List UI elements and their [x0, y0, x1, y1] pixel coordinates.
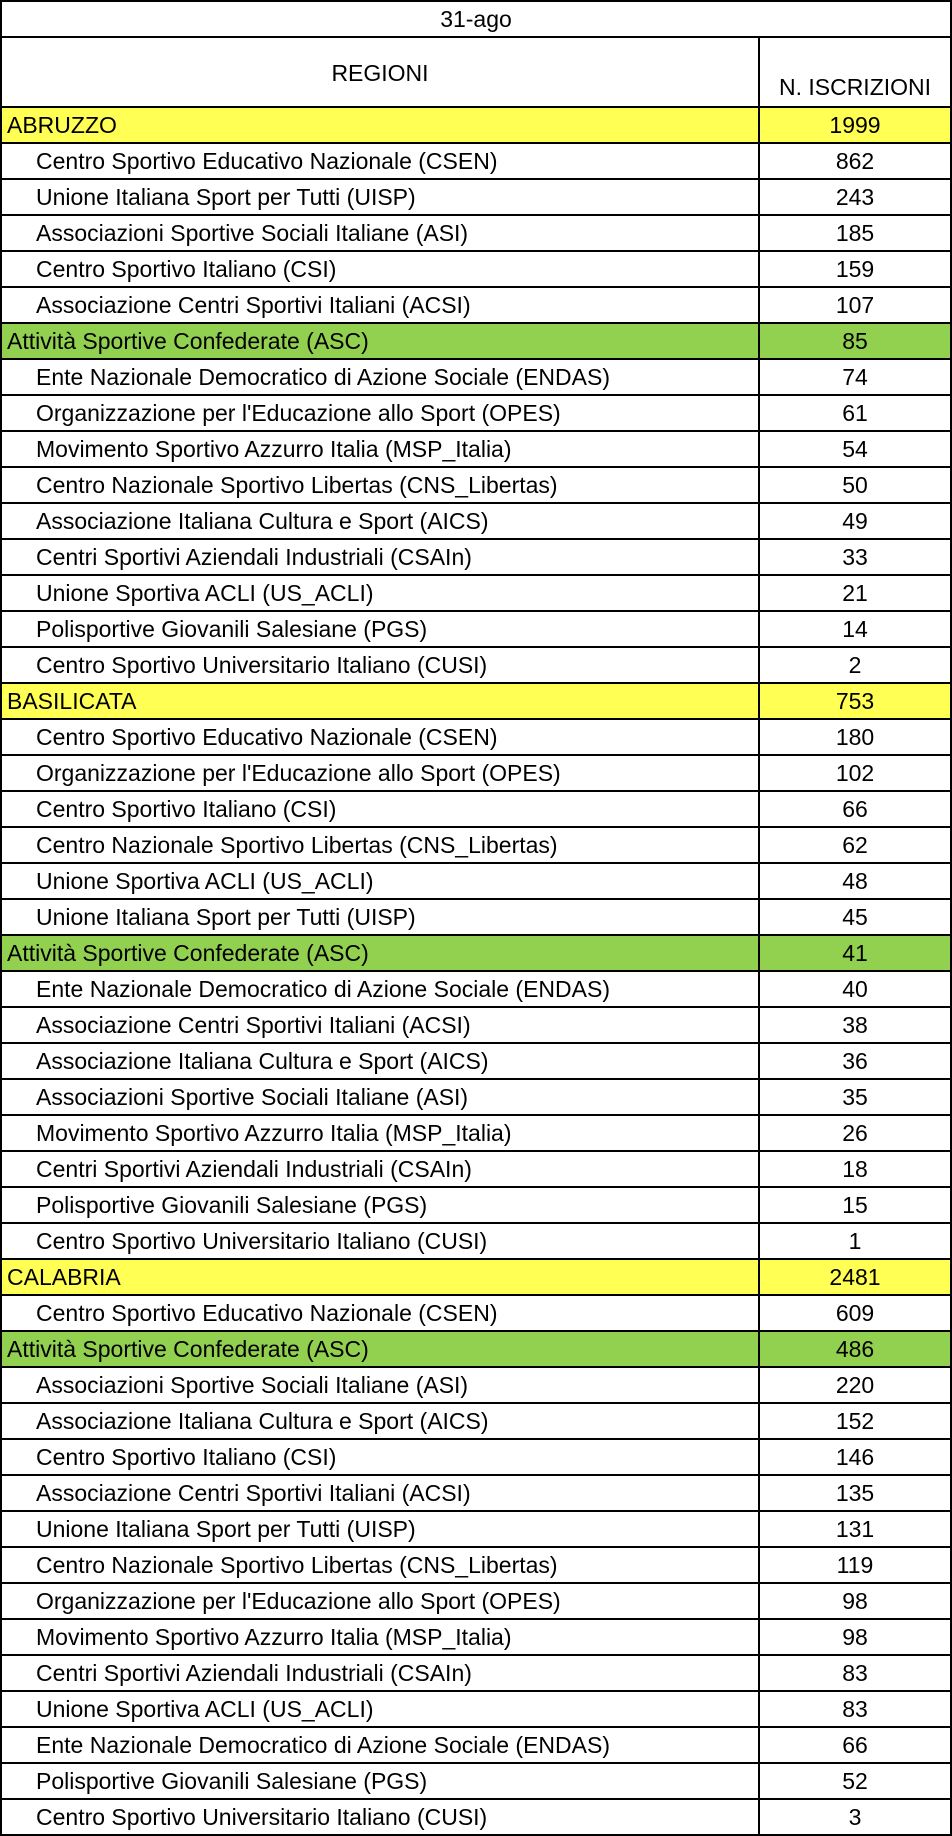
- organization-name[interactable]: Associazione Centri Sportivi Italiani (ACSI): [0, 1476, 760, 1510]
- organization-name[interactable]: Centro Sportivo Educativo Nazionale (CSEN): [0, 720, 760, 754]
- registration-count[interactable]: 85: [760, 324, 952, 358]
- table-row: [0, 1512, 952, 1548]
- registration-count[interactable]: 486: [760, 1332, 952, 1366]
- registration-count[interactable]: 2: [760, 648, 952, 682]
- registration-count[interactable]: 159: [760, 252, 952, 286]
- table-row: [0, 1296, 952, 1332]
- registration-count[interactable]: 98: [760, 1584, 952, 1618]
- registration-count[interactable]: 243: [760, 180, 952, 214]
- registration-count[interactable]: 50: [760, 468, 952, 502]
- organization-name[interactable]: Centro Sportivo Universitario Italiano (CUSI): [0, 648, 760, 682]
- registration-count[interactable]: 61: [760, 396, 952, 430]
- organization-name[interactable]: Centro Sportivo Educativo Nazionale (CSEN): [0, 1296, 760, 1330]
- organization-name[interactable]: Unione Sportiva ACLI (US_ACLI): [0, 864, 760, 898]
- registration-count[interactable]: 119: [760, 1548, 952, 1582]
- organization-name[interactable]: Attività Sportive Confederate (ASC): [0, 324, 760, 358]
- table-row: [0, 504, 952, 540]
- table-row: [0, 1620, 952, 1656]
- table-row: [0, 144, 952, 180]
- registration-count[interactable]: 48: [760, 864, 952, 898]
- table-row: [0, 1008, 952, 1044]
- registration-count[interactable]: 35: [760, 1080, 952, 1114]
- table-row: [0, 396, 952, 432]
- registration-count[interactable]: 41: [760, 936, 952, 970]
- region-name[interactable]: BASILICATA: [0, 684, 760, 718]
- table-row: [0, 612, 952, 648]
- registration-count[interactable]: 609: [760, 1296, 952, 1330]
- organization-name[interactable]: Associazione Italiana Cultura e Sport (AICS): [0, 1404, 760, 1438]
- organization-name[interactable]: Centro Nazionale Sportivo Libertas (CNS_Libertas): [0, 468, 760, 502]
- registration-count[interactable]: 52: [760, 1764, 952, 1798]
- registration-count[interactable]: 45: [760, 900, 952, 934]
- organization-name[interactable]: Attività Sportive Confederate (ASC): [0, 936, 760, 970]
- registration-count[interactable]: 49: [760, 504, 952, 538]
- registration-count[interactable]: 36: [760, 1044, 952, 1078]
- organization-name[interactable]: Associazione Centri Sportivi Italiani (ACSI): [0, 288, 760, 322]
- organization-name[interactable]: Associazioni Sportive Sociali Italiane (ASI): [0, 216, 760, 250]
- registration-count[interactable]: 220: [760, 1368, 952, 1402]
- organization-name[interactable]: Associazione Italiana Cultura e Sport (AICS): [0, 504, 760, 538]
- organization-name[interactable]: Attività Sportive Confederate (ASC): [0, 1332, 760, 1366]
- table-row: [0, 1116, 952, 1152]
- table-row: [0, 1224, 952, 1260]
- table-row: [0, 1728, 952, 1764]
- table-row: [0, 576, 952, 612]
- organization-name[interactable]: Unione Sportiva ACLI (US_ACLI): [0, 576, 760, 610]
- table-row: [0, 360, 952, 396]
- table-row: [0, 1800, 952, 1836]
- organization-name[interactable]: Polisportive Giovanili Salesiane (PGS): [0, 612, 760, 646]
- organization-name[interactable]: Movimento Sportivo Azzurro Italia (MSP_Italia): [0, 1116, 760, 1150]
- table-row: [0, 252, 952, 288]
- table-row: [0, 432, 952, 468]
- registration-count[interactable]: 180: [760, 720, 952, 754]
- region-name[interactable]: ABRUZZO: [0, 108, 760, 142]
- organization-name[interactable]: Associazioni Sportive Sociali Italiane (ASI): [0, 1368, 760, 1402]
- organization-name[interactable]: Associazioni Sportive Sociali Italiane (ASI): [0, 1080, 760, 1114]
- organization-name[interactable]: Centro Nazionale Sportivo Libertas (CNS_Libertas): [0, 1548, 760, 1582]
- table-row: [0, 288, 952, 324]
- registration-count[interactable]: 152: [760, 1404, 952, 1438]
- registration-count[interactable]: 38: [760, 1008, 952, 1042]
- registration-count[interactable]: 62: [760, 828, 952, 862]
- registration-count[interactable]: 18: [760, 1152, 952, 1186]
- table-row: [0, 720, 952, 756]
- table-row: [0, 648, 952, 684]
- table-row: [0, 1440, 952, 1476]
- organization-name[interactable]: Movimento Sportivo Azzurro Italia (MSP_Italia): [0, 1620, 760, 1654]
- table-row: [0, 180, 952, 216]
- table-row: [0, 324, 952, 360]
- table-row: [0, 1692, 952, 1728]
- registration-count[interactable]: 83: [760, 1692, 952, 1726]
- table-row: [0, 1152, 952, 1188]
- registration-count[interactable]: 3: [760, 1800, 952, 1834]
- registration-count[interactable]: 66: [760, 792, 952, 826]
- table-row: [0, 1476, 952, 1512]
- organization-name[interactable]: Organizzazione per l'Educazione allo Sport (OPES): [0, 1584, 760, 1618]
- organization-name[interactable]: Organizzazione per l'Educazione allo Sport (OPES): [0, 396, 760, 430]
- organization-name[interactable]: Unione Sportiva ACLI (US_ACLI): [0, 1692, 760, 1726]
- table-row: [0, 756, 952, 792]
- registration-count[interactable]: 26: [760, 1116, 952, 1150]
- organization-name[interactable]: Centro Sportivo Universitario Italiano (CUSI): [0, 1800, 760, 1834]
- date-cell[interactable]: 31-ago: [0, 2, 952, 36]
- date-row: [0, 0, 952, 38]
- registration-count[interactable]: 15: [760, 1188, 952, 1222]
- registration-count[interactable]: 185: [760, 216, 952, 250]
- registration-count[interactable]: 102: [760, 756, 952, 790]
- organization-name[interactable]: Ente Nazionale Democratico di Azione Sociale (ENDAS): [0, 360, 760, 394]
- organization-name[interactable]: Unione Italiana Sport per Tutti (UISP): [0, 900, 760, 934]
- organization-name[interactable]: Centro Sportivo Italiano (CSI): [0, 252, 760, 286]
- table-row: [0, 1764, 952, 1800]
- table-row: [0, 468, 952, 504]
- registration-count[interactable]: 74: [760, 360, 952, 394]
- organization-name[interactable]: Centro Nazionale Sportivo Libertas (CNS_Libertas): [0, 828, 760, 862]
- registration-count[interactable]: 131: [760, 1512, 952, 1546]
- table-row: [0, 216, 952, 252]
- organization-name[interactable]: Polisportive Giovanili Salesiane (PGS): [0, 1188, 760, 1222]
- organization-name[interactable]: Centro Sportivo Educativo Nazionale (CSEN): [0, 144, 760, 178]
- table-row: [0, 864, 952, 900]
- organization-name[interactable]: Unione Italiana Sport per Tutti (UISP): [0, 1512, 760, 1546]
- table-row: [0, 936, 952, 972]
- table-row: [0, 540, 952, 576]
- header-row: [0, 38, 952, 108]
- registration-count[interactable]: 14: [760, 612, 952, 646]
- registration-count[interactable]: 54: [760, 432, 952, 466]
- table-row: [0, 1584, 952, 1620]
- table-body: [0, 108, 952, 1836]
- organization-name[interactable]: Associazione Italiana Cultura e Sport (AICS): [0, 1044, 760, 1078]
- registration-count[interactable]: 66: [760, 1728, 952, 1762]
- table-row: [0, 792, 952, 828]
- registration-count[interactable]: 1: [760, 1224, 952, 1258]
- organization-name[interactable]: Movimento Sportivo Azzurro Italia (MSP_Italia): [0, 432, 760, 466]
- table-row: [0, 1404, 952, 1440]
- organization-name[interactable]: Centro Sportivo Universitario Italiano (CUSI): [0, 1224, 760, 1258]
- table-row: [0, 1332, 952, 1368]
- registration-count[interactable]: 21: [760, 576, 952, 610]
- organization-name[interactable]: Ente Nazionale Democratico di Azione Sociale (ENDAS): [0, 1728, 760, 1762]
- region-total[interactable]: 1999: [760, 108, 952, 142]
- region-total[interactable]: 753: [760, 684, 952, 718]
- table-row: [0, 1548, 952, 1584]
- organization-name[interactable]: Organizzazione per l'Educazione allo Sport (OPES): [0, 756, 760, 790]
- table-row: [0, 1368, 952, 1404]
- header-count[interactable]: N. ISCRIZIONI: [760, 38, 952, 106]
- organization-name[interactable]: Associazione Centri Sportivi Italiani (ACSI): [0, 1008, 760, 1042]
- registration-count[interactable]: 862: [760, 144, 952, 178]
- table-row: [0, 972, 952, 1008]
- organization-name[interactable]: Centri Sportivi Aziendali Industriali (CSAIn): [0, 540, 760, 574]
- table-row: [0, 900, 952, 936]
- region-name[interactable]: CALABRIA: [0, 1260, 760, 1294]
- region-row: [0, 684, 952, 720]
- table-row: [0, 1188, 952, 1224]
- organization-name[interactable]: Centro Sportivo Italiano (CSI): [0, 1440, 760, 1474]
- region-row: [0, 1260, 952, 1296]
- table-row: [0, 1080, 952, 1116]
- organization-name[interactable]: Unione Italiana Sport per Tutti (UISP): [0, 180, 760, 214]
- region-total[interactable]: 2481: [760, 1260, 952, 1294]
- organization-name[interactable]: Polisportive Giovanili Salesiane (PGS): [0, 1764, 760, 1798]
- organization-name[interactable]: Ente Nazionale Democratico di Azione Sociale (ENDAS): [0, 972, 760, 1006]
- organization-name[interactable]: Centro Sportivo Italiano (CSI): [0, 792, 760, 826]
- organization-name[interactable]: Centri Sportivi Aziendali Industriali (CSAIn): [0, 1656, 760, 1690]
- organization-name[interactable]: Centri Sportivi Aziendali Industriali (CSAIn): [0, 1152, 760, 1186]
- table-row: [0, 1656, 952, 1692]
- region-row: [0, 108, 952, 144]
- registration-count[interactable]: 107: [760, 288, 952, 322]
- table-row: [0, 828, 952, 864]
- registration-count[interactable]: 135: [760, 1476, 952, 1510]
- registration-count[interactable]: 98: [760, 1620, 952, 1654]
- registration-count[interactable]: 33: [760, 540, 952, 574]
- registration-count[interactable]: 40: [760, 972, 952, 1006]
- registration-count[interactable]: 146: [760, 1440, 952, 1474]
- header-regions[interactable]: REGIONI: [0, 38, 760, 106]
- registration-count[interactable]: 83: [760, 1656, 952, 1690]
- table-row: [0, 1044, 952, 1080]
